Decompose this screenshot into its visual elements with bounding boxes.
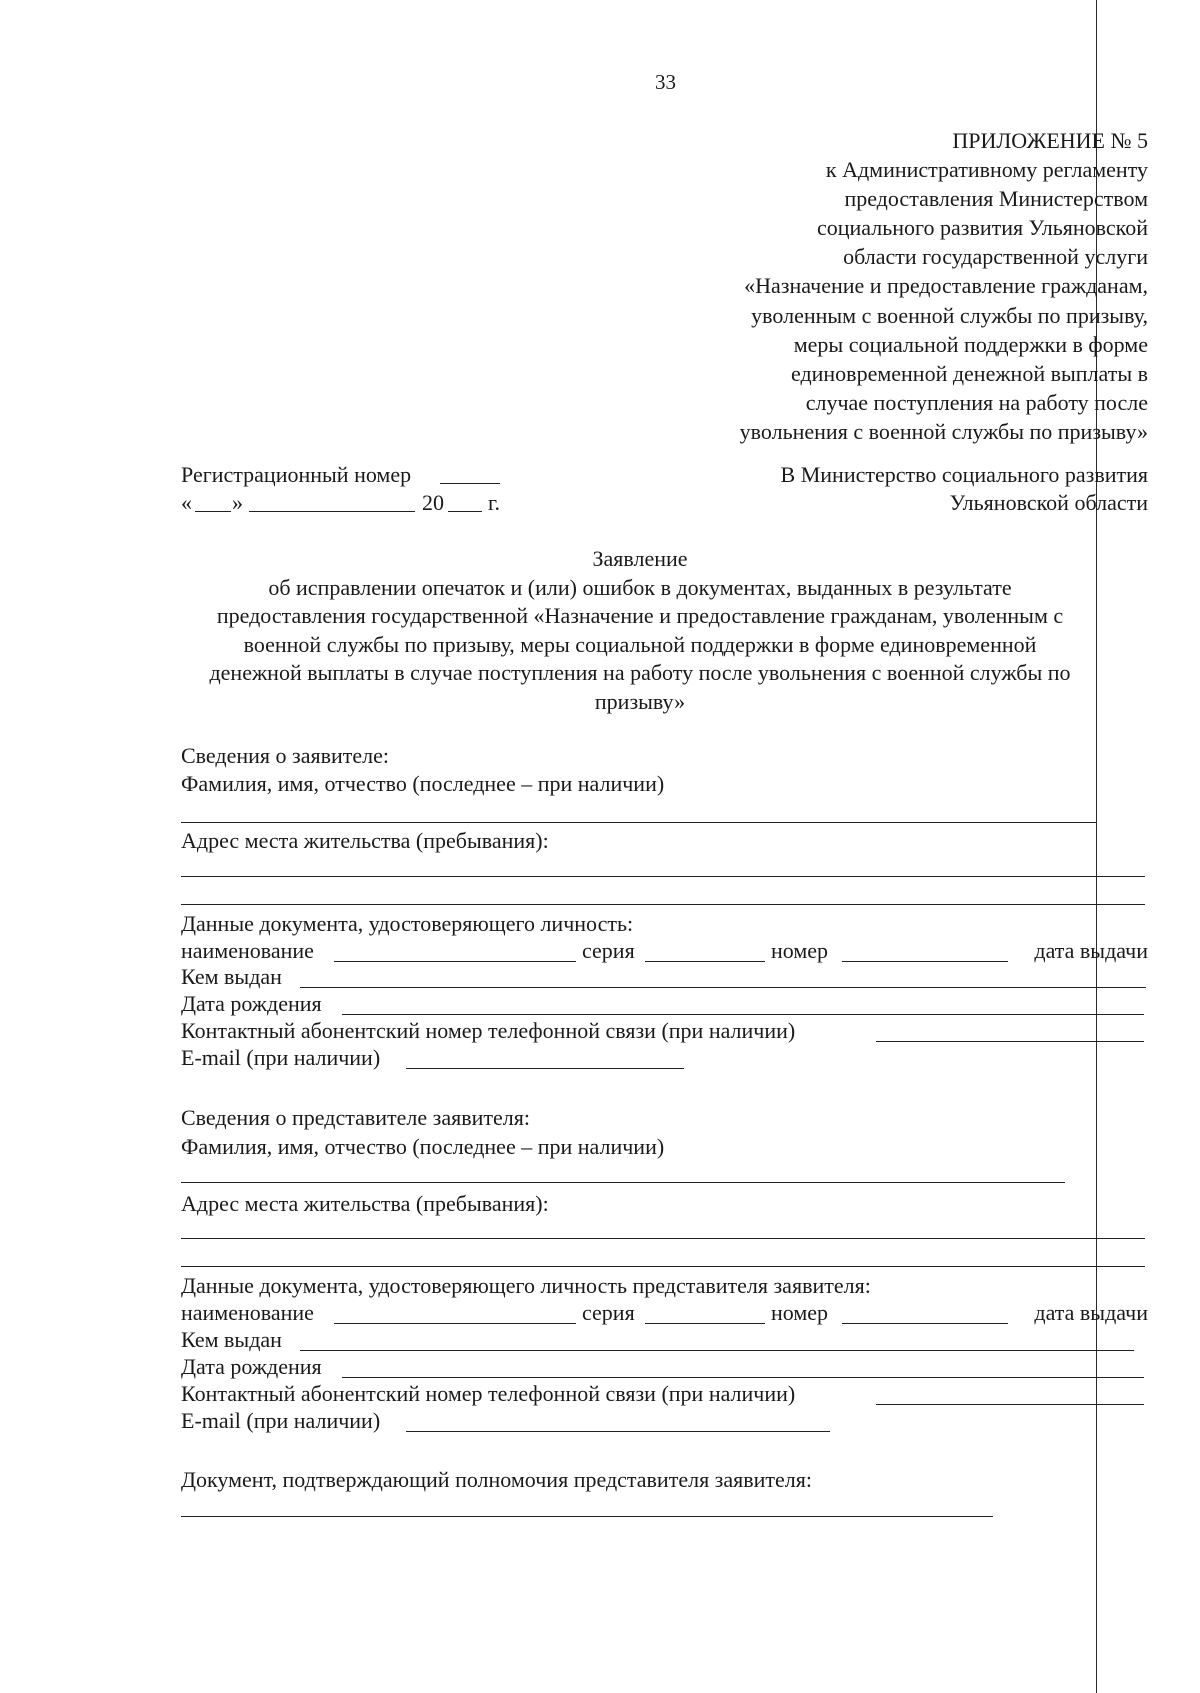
- applicant-doc-name-blank[interactable]: [334, 961, 576, 962]
- applicant-doc-number-label: номер: [771, 938, 829, 963]
- date-year-prefix: 20: [422, 490, 444, 515]
- appendix-line: предоставления Министерством: [844, 186, 1148, 212]
- appendix-line: единовременной денежной выплаты в: [790, 360, 1148, 386]
- applicant-phone-label: Контактный абонентский номер телефонной связи (при наличии): [181, 1018, 796, 1043]
- representative-email-blank[interactable]: [406, 1431, 830, 1432]
- registration-number-blank[interactable]: [440, 483, 500, 484]
- representative-doc-number-blank[interactable]: [842, 1323, 1008, 1324]
- date-day-blank[interactable]: [195, 511, 231, 512]
- statement-line: денежной выплаты в случае поступления на работу после увольнения с военной службы по: [209, 660, 1071, 686]
- representative-heading: Сведения о представителе заявителя:: [181, 1105, 530, 1130]
- statement-title: Заявление: [592, 546, 688, 571]
- appendix-line: меры социальной поддержки в форме: [793, 331, 1148, 357]
- representative-phone-blank[interactable]: [876, 1404, 1144, 1405]
- statement-line: призыву»: [594, 688, 686, 714]
- representative-address-blank-2[interactable]: [181, 1266, 1145, 1267]
- representative-doc-number-label: номер: [771, 1300, 829, 1325]
- appendix-title: ПРИЛОЖЕНИЕ № 5: [952, 128, 1148, 153]
- date-year-blank[interactable]: [448, 511, 482, 512]
- applicant-doc-name-label: наименование: [181, 938, 314, 963]
- date-close-quote: »: [232, 490, 243, 515]
- representative-phone-label: Контактный абонентский номер телефонной связи (при наличии): [181, 1381, 796, 1406]
- appendix-line: случае поступления на работу после: [805, 389, 1148, 415]
- applicant-fio-label: Фамилия, имя, отчество (последнее – при наличии): [181, 771, 665, 796]
- statement-line: об исправлении опечаток и (или) ошибок в документах, выданных в результате: [268, 574, 1012, 600]
- applicant-birth-date-blank[interactable]: [342, 1014, 1144, 1015]
- representative-fio-label: Фамилия, имя, отчество (последнее – при наличии): [181, 1134, 665, 1159]
- addressee-line-2: Ульяновской области: [949, 490, 1148, 515]
- representative-issued-by-label: Кем выдан: [181, 1327, 282, 1352]
- applicant-email-label: E-mail (при наличии): [181, 1045, 381, 1070]
- applicant-address-label: Адрес места жительства (пребывания):: [181, 828, 549, 853]
- applicant-doc-number-blank[interactable]: [842, 961, 1008, 962]
- appendix-header: [740, 126, 1148, 446]
- representative-doc-name-blank[interactable]: [334, 1323, 576, 1324]
- representative-doc-series-blank[interactable]: [645, 1323, 765, 1324]
- representative-issued-by-blank[interactable]: [300, 1350, 1134, 1351]
- page-number: 33: [655, 70, 676, 94]
- applicant-heading: Сведения о заявителе:: [181, 743, 390, 768]
- representative-fio-blank[interactable]: [181, 1182, 1065, 1183]
- appendix-line: уволенным с военной службы по призыву,: [751, 302, 1148, 328]
- representative-doc-name-label: наименование: [181, 1300, 314, 1325]
- representative-address-label: Адрес места жительства (пребывания):: [181, 1191, 549, 1216]
- representative-birth-date-blank[interactable]: [342, 1377, 1144, 1378]
- date-month-blank[interactable]: [249, 511, 415, 512]
- applicant-birth-date-label: Дата рождения: [181, 991, 322, 1016]
- applicant-fio-blank[interactable]: [181, 822, 1097, 823]
- representative-birth-date-label: Дата рождения: [181, 1354, 322, 1379]
- applicant-doc-series-label: серия: [582, 938, 635, 963]
- appendix-line: «Назначение и предоставление гражданам,: [744, 273, 1148, 299]
- statement-line: предоставления государственной «Назначение и предоставление гражданам, уволенным с: [216, 603, 1064, 629]
- authority-doc-label: Документ, подтверждающий полномочия представителя заявителя:: [181, 1467, 813, 1492]
- applicant-doc-series-blank[interactable]: [645, 961, 765, 962]
- representative-doc-series-label: серия: [582, 1300, 635, 1325]
- statement-line: военной службы по призыву, меры социальной поддержки в форме единовременной: [243, 631, 1037, 657]
- applicant-phone-blank[interactable]: [876, 1041, 1144, 1042]
- representative-doc-heading: Данные документа, удостоверяющего личность представителя заявителя:: [181, 1273, 871, 1298]
- appendix-line: увольнения с военной службы по призыву»: [739, 418, 1148, 444]
- date-year-suffix: г.: [488, 490, 501, 515]
- registration-number-label: Регистрационный номер: [181, 462, 412, 487]
- appendix-line: социального развития Ульяновской: [816, 215, 1148, 241]
- applicant-address-blank-2[interactable]: [181, 904, 1145, 905]
- statement-block: [150, 545, 1130, 717]
- authority-doc-blank[interactable]: [181, 1516, 993, 1517]
- applicant-doc-heading: Данные документа, удостоверяющего личность:: [181, 911, 634, 936]
- representative-email-label: E-mail (при наличии): [181, 1408, 381, 1433]
- addressee-line-1: В Министерство социального развития: [780, 462, 1148, 487]
- applicant-issued-by-label: Кем выдан: [181, 964, 282, 989]
- date-open-quote: «: [181, 490, 192, 515]
- applicant-issued-by-blank[interactable]: [300, 987, 1146, 988]
- applicant-address-blank-1[interactable]: [181, 876, 1145, 877]
- appendix-line: области государственной услуги: [843, 244, 1148, 270]
- applicant-email-blank[interactable]: [406, 1068, 684, 1069]
- representative-doc-date-label: дата выдачи: [1034, 1300, 1148, 1325]
- appendix-line: к Административному регламенту: [825, 157, 1148, 183]
- applicant-doc-date-label: дата выдачи: [1034, 938, 1148, 963]
- representative-address-blank-1[interactable]: [181, 1238, 1145, 1239]
